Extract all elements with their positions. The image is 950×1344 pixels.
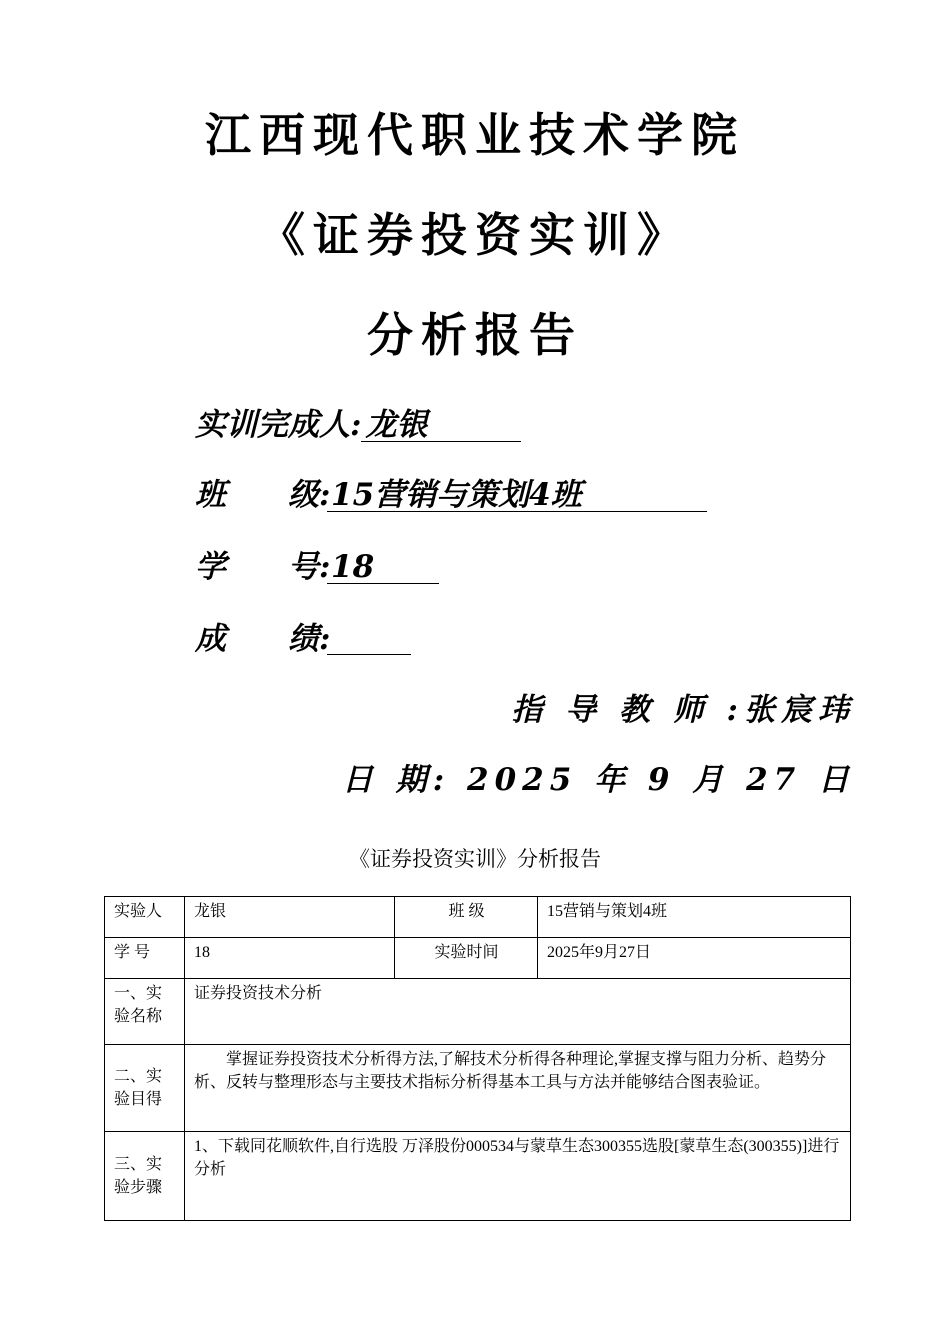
- table-row: [105, 979, 851, 1045]
- time-value-cell: 2025年9月27日: [538, 938, 851, 979]
- steps-label-cell: 三、实验步骤: [105, 1132, 185, 1221]
- name-value-cell: 证券投资技术分析: [185, 979, 851, 1045]
- number-value: 18: [327, 552, 439, 584]
- number-field: [195, 549, 439, 585]
- teacher-line: 指 导 教 师 :张宸玮: [511, 692, 855, 728]
- table-row: [105, 1132, 851, 1221]
- number-label: 学 号:: [195, 549, 331, 585]
- time-label-cell: 实验时间: [395, 938, 538, 979]
- table-row: [105, 1045, 851, 1132]
- doc-type-title: 分析报告: [367, 308, 583, 362]
- completer-label: 实训完成人:: [195, 407, 362, 443]
- experimenter-value: 龙银: [185, 897, 395, 938]
- score-field: [195, 621, 411, 657]
- name-label-cell: 一、实验名称: [105, 979, 185, 1045]
- report-table: [104, 896, 851, 1221]
- school-title: 江西现代职业技术学院: [205, 108, 745, 162]
- score-value: [327, 624, 411, 655]
- class-value-cell: 15营销与策划4班: [538, 897, 851, 938]
- completer-field: [195, 407, 521, 443]
- goal-label-cell: 二、实验目得: [105, 1045, 185, 1132]
- number-value-cell: 18: [185, 938, 395, 979]
- course-title: 《证券投资实训》: [259, 208, 691, 262]
- table-row: [105, 897, 851, 938]
- class-field: [195, 477, 707, 513]
- report-heading: 《证券投资实训》分析报告: [349, 847, 601, 871]
- number-label-cell: 学 号: [105, 938, 185, 979]
- class-label-cell: 班 级: [395, 897, 538, 938]
- completer-value: 龙银: [361, 410, 521, 442]
- goal-value-cell: 掌握证券投资技术分析得方法,了解技术分析得各种理论,掌握支撑与阻力分析、趋势分析、反转与整理形态与主要技术指标分析得基本工具与方法并能够结合图表验证。: [185, 1045, 851, 1132]
- date-line: 日 期: 2025 年 9 月 27 日: [342, 762, 855, 798]
- table-row: [105, 938, 851, 979]
- class-label: 班 级:: [195, 477, 331, 513]
- class-value: 15营销与策划4班: [327, 480, 707, 512]
- steps-value-cell: 1、下载同花顺软件,自行选股 万泽股份000534与蒙草生态300355选股[蒙草生态(300355)]进行分析: [185, 1132, 851, 1221]
- experimenter-label: 实验人: [105, 897, 185, 938]
- score-label: 成 绩:: [195, 621, 331, 657]
